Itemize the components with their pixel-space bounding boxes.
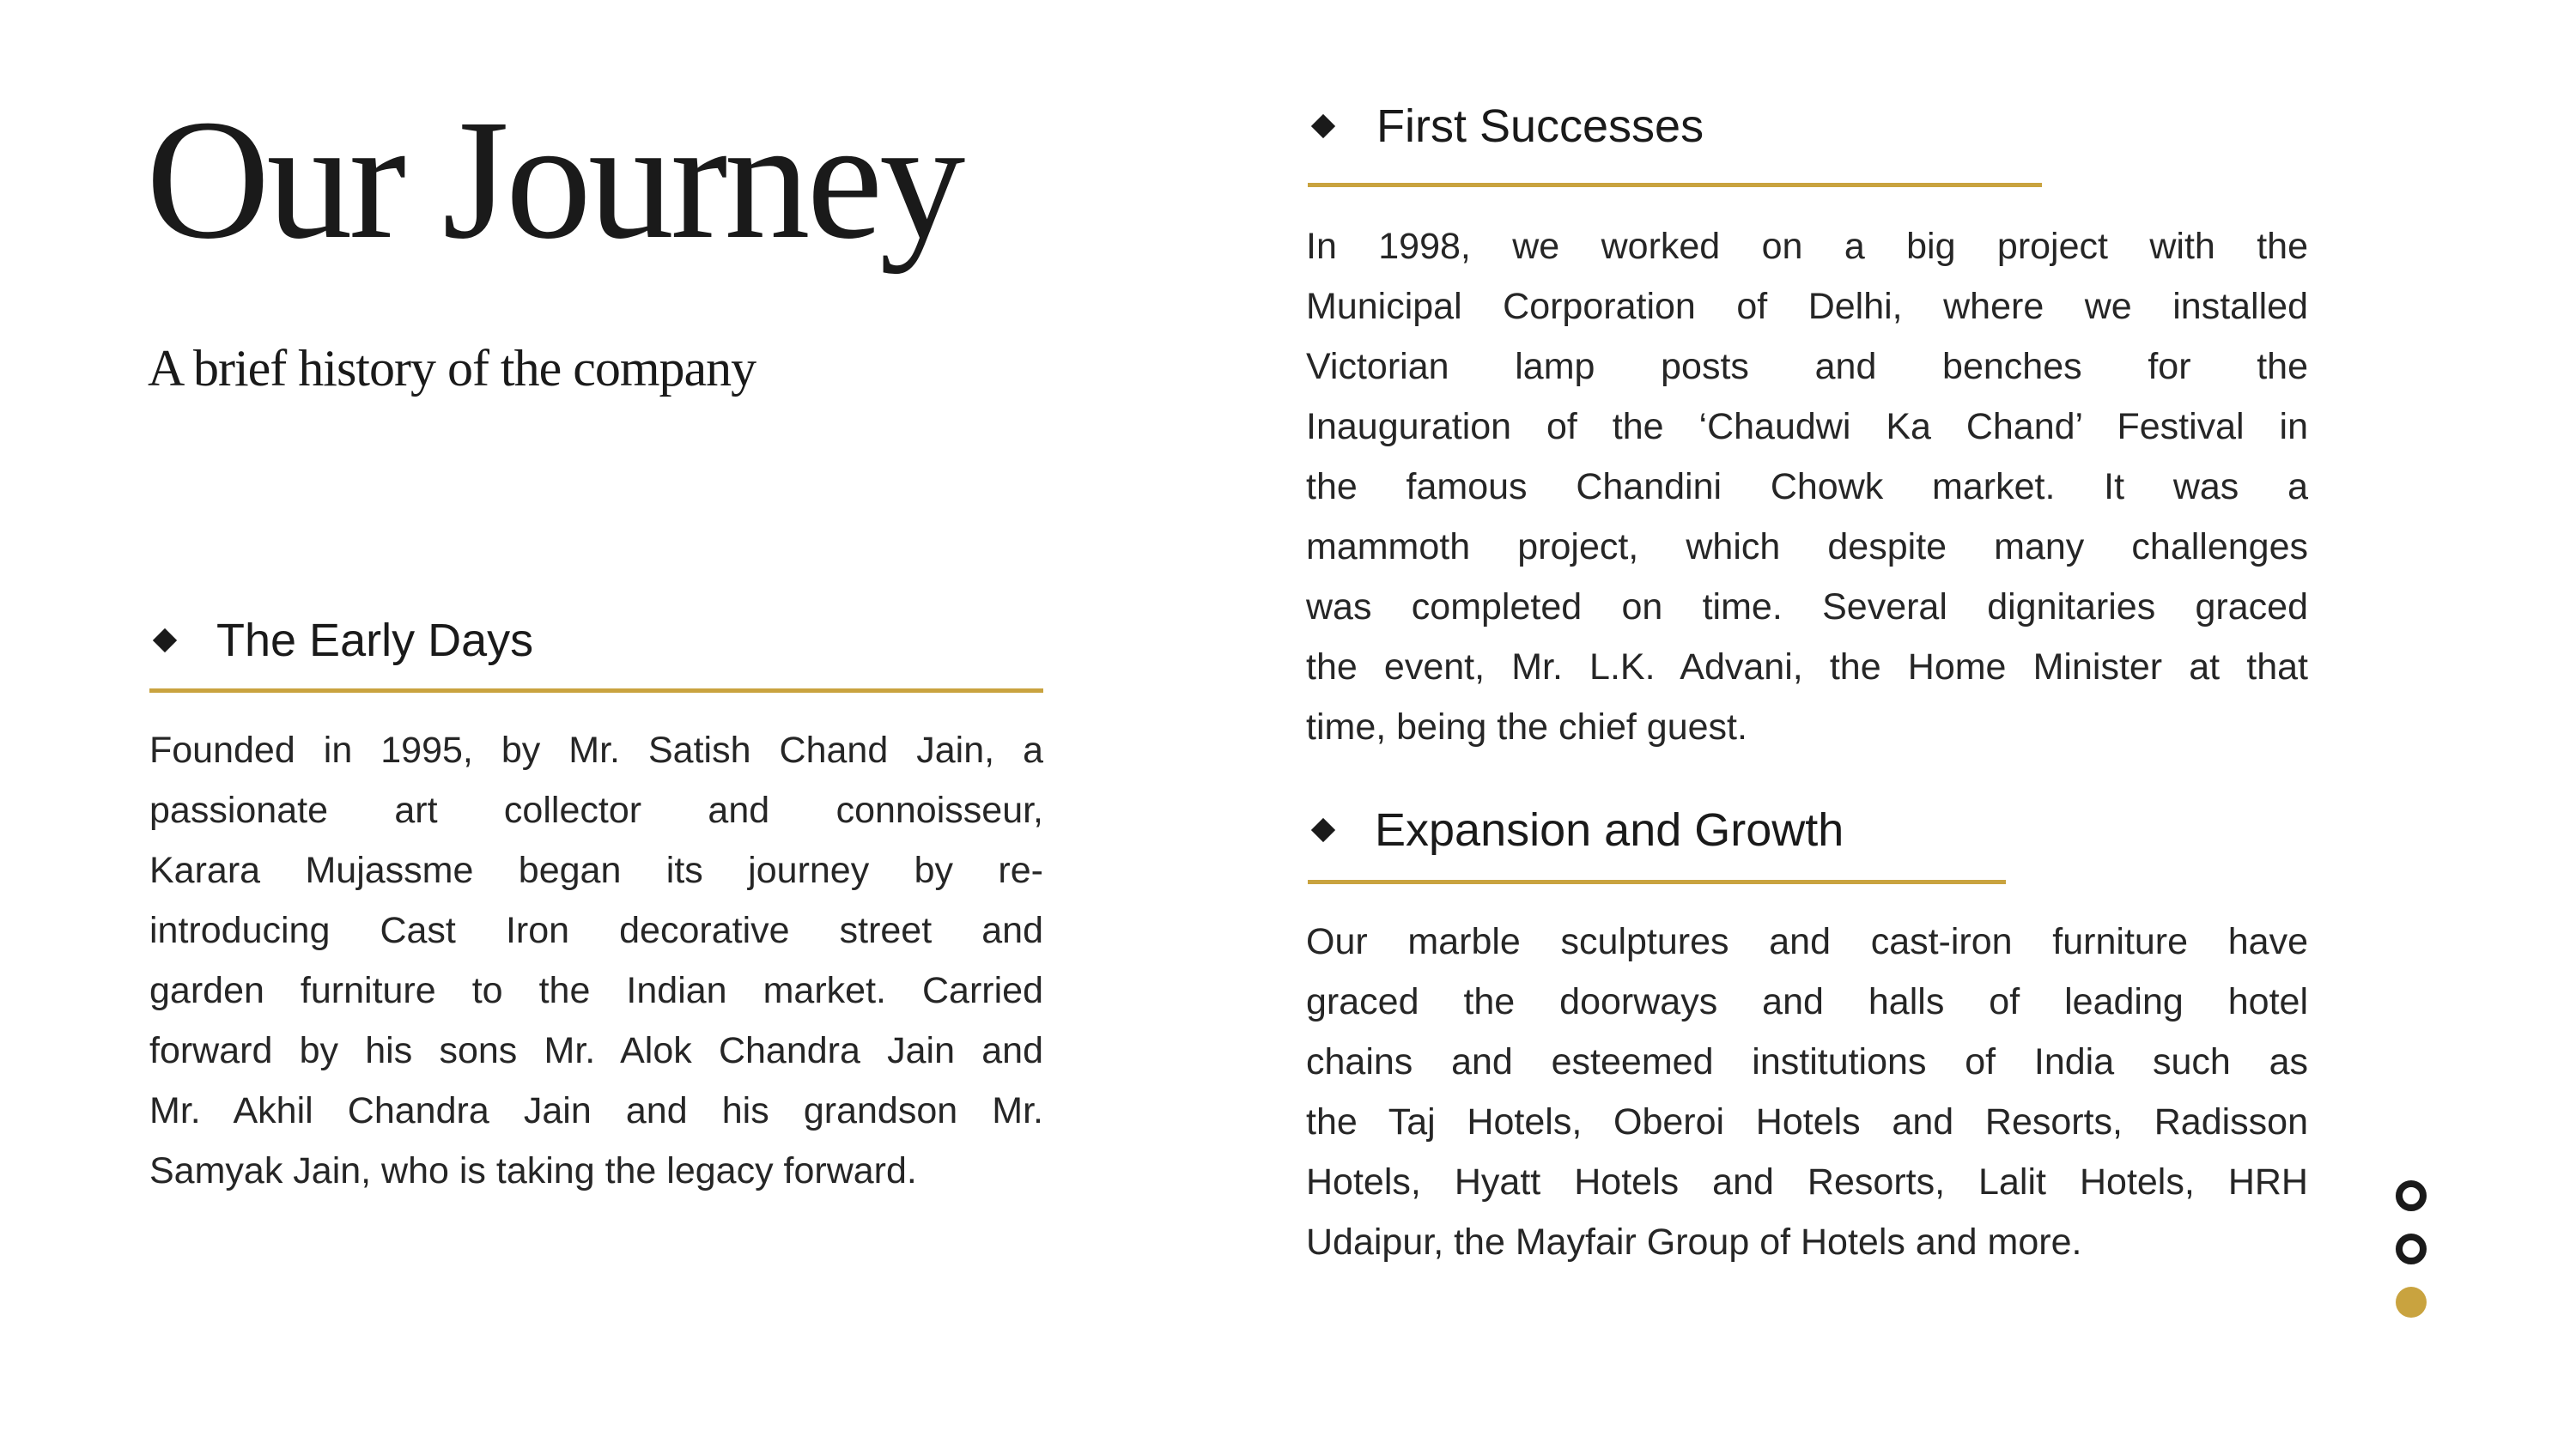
section-heading [1306, 96, 2308, 156]
section-body [1306, 216, 2308, 757]
gold-divider [1308, 880, 2006, 884]
section-body [1306, 912, 2308, 1272]
section-expansion-growth [1306, 800, 2308, 1263]
section-heading [1306, 800, 2308, 860]
body-text-line: forward by his sons Mr. Alok Chandra Jain and [149, 1030, 1043, 1071]
page-title: Our Journey [146, 85, 963, 275]
page-subtitle: A brief history of the company [148, 340, 756, 397]
body-text-line: introducing Cast Iron decorative street and [149, 910, 1043, 951]
body-text-line: time, being the chief guest. [1306, 706, 1747, 748]
body-text-line: Victorian lamp posts and benches for the [1306, 346, 2308, 387]
body-text-line: garden furniture to the Indian market. Carried [149, 970, 1043, 1011]
section-heading-label: Expansion and Growth [1375, 804, 1844, 856]
body-text-line: Hotels, Hyatt Hotels and Resorts, Lalit Hotels, HRH [1306, 1161, 2308, 1203]
section-heading-label: The Early Days [216, 615, 534, 666]
diamond-bullet-icon [1311, 818, 1335, 842]
body-text-line: Samyak Jain, who is taking the legacy forward. [149, 1150, 917, 1191]
page-dot-2[interactable] [2396, 1234, 2427, 1264]
body-text-line: Our marble sculptures and cast-iron furniture have [1306, 921, 2308, 962]
gold-divider [149, 688, 1043, 693]
section-heading-label: First Successes [1376, 100, 1704, 152]
body-text-line: Inauguration of the ‘Chaudwi Ka Chand’ Festival in [1306, 406, 2308, 447]
page-dot-3-active[interactable] [2396, 1287, 2427, 1318]
body-text-line: was completed on time. Several dignitaries graced [1306, 586, 2308, 627]
page-dot-1[interactable] [2396, 1180, 2427, 1211]
section-heading [149, 610, 1043, 670]
body-text-line: Mr. Akhil Chandra Jain and his grandson Mr. [149, 1090, 1043, 1131]
body-text-line: the Taj Hotels, Oberoi Hotels and Resorts, Radisson [1306, 1101, 2308, 1143]
body-text-line: the famous Chandini Chowk market. It was a [1306, 466, 2308, 507]
section-body [149, 720, 1043, 1201]
gold-divider [1308, 183, 2042, 187]
body-text-line: Udaipur, the Mayfair Group of Hotels and more. [1306, 1222, 2082, 1263]
body-text-line: In 1998, we worked on a big project with the [1306, 226, 2308, 267]
diamond-bullet-icon [1311, 114, 1335, 138]
section-early-days [149, 610, 1043, 1191]
body-text-line: the event, Mr. L.K. Advani, the Home Minister at that [1306, 646, 2308, 688]
body-text-line: mammoth project, which despite many challenges [1306, 526, 2308, 567]
section-first-successes [1306, 96, 2308, 748]
body-text-line: Karara Mujassme began its journey by re- [149, 850, 1043, 891]
body-text-line: Municipal Corporation of Delhi, where we installed [1306, 286, 2308, 327]
body-text-line: passionate art collector and connoisseur, [149, 790, 1043, 831]
body-text-line: graced the doorways and halls of leading hotel [1306, 981, 2308, 1022]
body-text-line: chains and esteemed institutions of India such as [1306, 1041, 2308, 1082]
diamond-bullet-icon [153, 628, 177, 652]
body-text-line: Founded in 1995, by Mr. Satish Chand Jain, a [149, 730, 1043, 771]
